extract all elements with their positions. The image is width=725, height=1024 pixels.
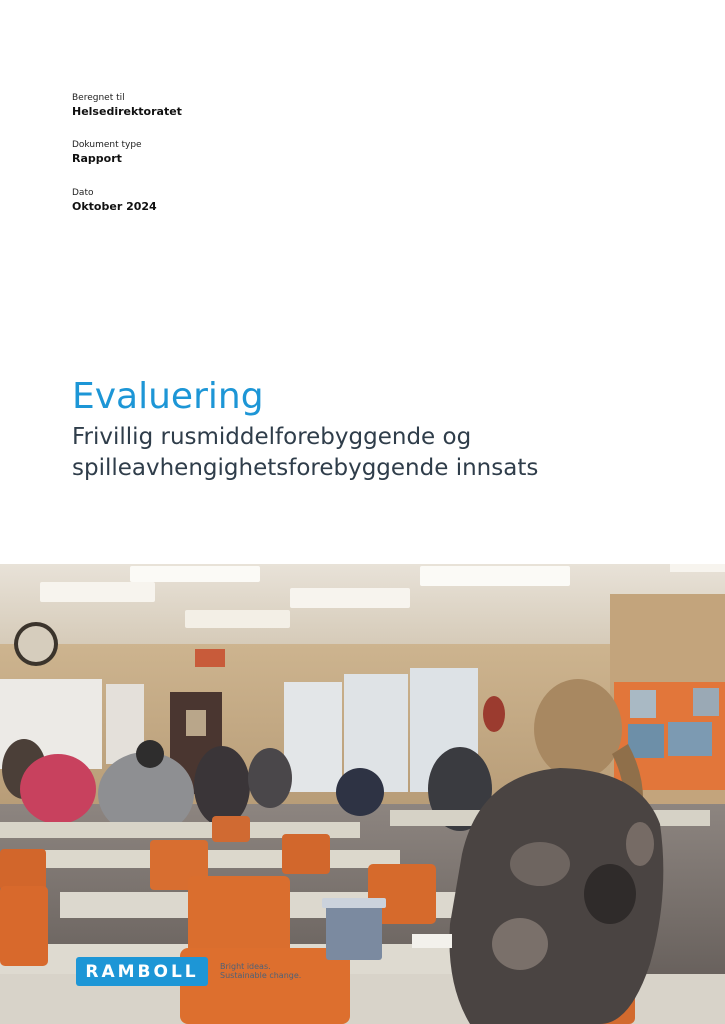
- date-block: [72, 188, 157, 214]
- prepared-for-block: [72, 93, 182, 119]
- tagline-line-2: Sustainable change.: [220, 971, 302, 980]
- prepared-for-value: Helsedirektoratet: [72, 105, 182, 118]
- cover-photo: [0, 564, 725, 1024]
- report-subtitle: Frivillig rusmiddelforebyggende og spilleavhengighetsforebyggende innsats: [72, 424, 539, 481]
- document-type-value: Rapport: [72, 152, 122, 165]
- tagline-line-1: Bright ideas.: [220, 962, 271, 971]
- brand-tagline: [220, 962, 301, 980]
- document-type-block: [72, 140, 142, 166]
- date-value: Oktober 2024: [72, 200, 157, 213]
- date-label: Dato: [72, 188, 94, 198]
- document-type-label: Dokument type: [72, 140, 142, 150]
- prepared-for-label: Beregnet til: [72, 93, 125, 103]
- report-title: Evaluering: [72, 376, 264, 417]
- ramboll-logo: RAMBOLL: [76, 957, 208, 986]
